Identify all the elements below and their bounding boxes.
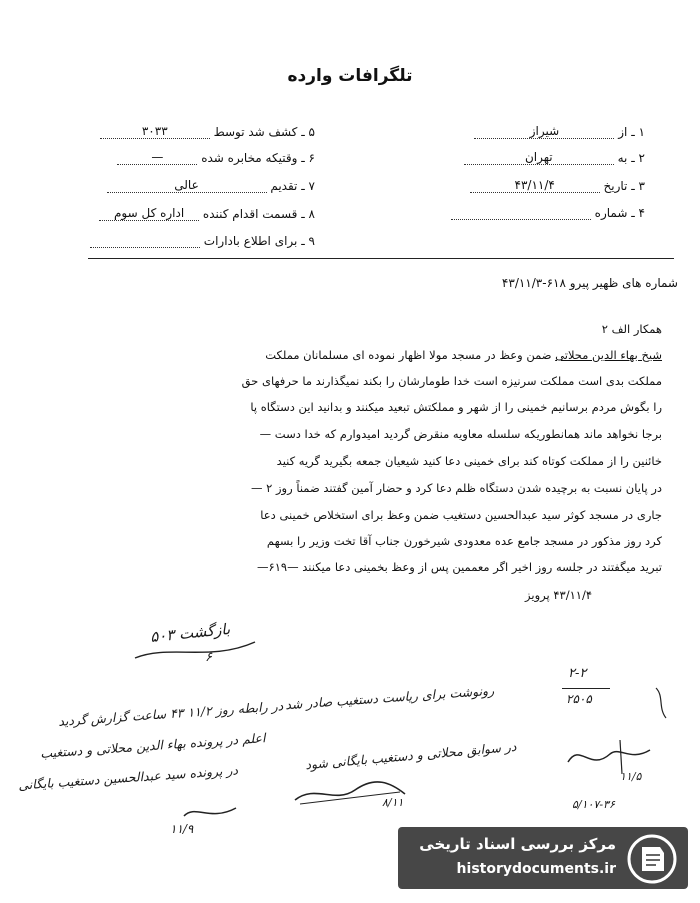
field-from-value: شیراز (529, 124, 560, 138)
watermark-text-fa: مرکز بررسی اسناد تاریخی (419, 835, 616, 853)
field-sent-time: ۶ ـ وقتیکه مخابره شده — (117, 150, 315, 165)
fraction-bar (562, 688, 610, 689)
handwritten-middle-1: رونوشت برای ریاست دستغیب صادر شد (284, 682, 495, 713)
left-signature-icon (180, 800, 240, 824)
body-line-6: در پایان نسبت به برچیده شدن دستگاه ظلم دعا کرد و حضار آمین گفتند ضمناً روز ۲ — (251, 481, 662, 495)
watermark-text-en: historydocuments.ir (456, 861, 616, 877)
field-number: ۴ ـ شماره (451, 206, 645, 220)
handwritten-left-1: در رابطه روز ۱۱/۲ ۴۳ ساعت گزارش گردید (57, 698, 284, 729)
field-action-dept: ۸ ـ قسمت اقدام کننده اداره کل سوم (99, 206, 315, 221)
field-date-label: تاریخ (603, 179, 628, 193)
document-title: تلگرافات وارده (287, 66, 413, 86)
handwritten-left-2: اعلم در پرونده بهاء الدین محلاتی و دستغیب (39, 730, 266, 761)
handwritten-stroke-icon (130, 636, 260, 666)
field-inform-label: برای اطلاع بادارات (203, 234, 298, 248)
body-line-3: را بگوش مردم برسانیم خمینی را از شهر و مملکتش تبعید میکنند و بدانید این دستگاه پا (250, 400, 662, 414)
body-line-8: کرد روز مذکور در مسجد جامع عده معدودی شیرخورن جناب آقا تخت وزیر را بسهم (266, 534, 662, 548)
body-line-9: تبرید میگفتند در جلسه روز اخیر اگر معممین پس از وعظ بخمینی دعا میکنند —۶۱۹— (257, 560, 662, 574)
field-date-num: ۳ (638, 179, 645, 193)
body-line-2: مملکت بدی است مملکت سرنیزه است خدا طومارشان را بکند نمیگذارند ما حرفهای حق (241, 374, 662, 388)
field-to-label: به (617, 151, 628, 165)
field-submitted-label: تقدیم (270, 179, 298, 193)
subject-line: شماره های ظهیر پیرو ۶۱۸-۴۳/۱۱/۳ (501, 276, 678, 290)
field-date: ۳ ـ تاریخ ۴۳/۱۱/۴ (470, 178, 645, 193)
salutation: همکار الف ۲ (601, 322, 662, 336)
body-line-1-highlight: شیخ بهاء الدین محلاتی (555, 348, 662, 362)
field-sent-time-num: ۶ (308, 151, 315, 165)
field-submitted: ۷ ـ تقدیم عالی (107, 178, 315, 193)
margin-mark-icon (650, 684, 674, 724)
field-number-label: شماره (594, 206, 628, 220)
handwritten-fraction-top: ۲-۲ (568, 666, 587, 681)
handwritten-left-3: در پرونده سید عبدالحسین دستغیب بایگانی (17, 762, 239, 793)
body-line-1 (265, 348, 662, 362)
header-divider (88, 258, 674, 259)
handwritten-right-small: ۱۱/۵ (620, 770, 642, 783)
field-decoded-by: ۵ ـ کشف شد توسط ۳۰۳۳ (100, 124, 315, 139)
handwritten-middle-2: در سوابق محلاتی و دستغیب بایگانی شود (304, 738, 517, 773)
field-decoded-by-label: کشف شد توسط (213, 125, 298, 139)
field-sent-time-label: وقتیکه مخابره شده (201, 151, 298, 165)
date-signature: ۴۳/۱۱/۴ پرویز (525, 588, 592, 602)
field-from: ۱ ـ از شیراز (474, 124, 645, 139)
handwritten-right-ref: ۵/۱۰۷-۳۶ (572, 798, 615, 811)
body-line-4: برجا نخواهد ماند همانطوریکه سلسله معاویه منقرض گردید امیدوارم که خدا دست — (259, 427, 662, 441)
field-number-num: ۴ (638, 206, 645, 220)
handwritten-left-sig: ۱۱/۹ (170, 822, 194, 836)
field-submitted-num: ۷ (308, 179, 315, 193)
field-action-dept-value: اداره کل سوم (113, 206, 185, 220)
body-line-5: خائنین را از مملکت کوتاه کند برای خمینی دعا کنید شیعیان جمعه بگیرید گریه کنید (276, 454, 662, 468)
field-inform-num: ۹ (308, 234, 315, 248)
field-inform: ۹ ـ برای اطلاع بادارات (90, 234, 315, 248)
body-line-1-text: ضمن وعظ در مسجد مولا اظهار نموده ای مسلمانان مملکت (265, 348, 556, 362)
field-sent-time-value: — (151, 150, 164, 164)
field-decoded-by-num: ۵ (308, 125, 315, 139)
body-line-7: جاری در مسجد کوثر سید عبدالحسین دستغیب ضمن وعظ برای استخلاص خمینی دعا (260, 508, 662, 522)
field-action-dept-label: قسمت اقدام کننده (202, 207, 298, 221)
right-scribble-icon (560, 732, 670, 782)
handwritten-fraction-bottom: ۲۵۰۵ (566, 692, 592, 706)
watermark-logo (398, 827, 688, 889)
handwritten-note-top-left: بازگشت ۵۰۳ (149, 619, 231, 647)
handwritten-middle-3: ۸/۱۱ (382, 796, 404, 809)
field-decoded-by-value: ۳۰۳۳ (141, 124, 168, 138)
field-from-label: از (618, 125, 628, 139)
field-date-value: ۴۳/۱۱/۴ (514, 178, 555, 192)
field-to-num: ۲ (638, 151, 645, 165)
field-to-value: تهران (524, 150, 553, 164)
field-action-dept-num: ۸ (308, 207, 315, 221)
document-archive-icon (626, 833, 678, 885)
field-submitted-value: عالی (174, 178, 199, 192)
field-to: ۲ ـ به تهران (464, 150, 645, 165)
handwritten-note-top-left-num: ۶ (205, 650, 212, 665)
field-from-num: ۱ (638, 125, 645, 139)
